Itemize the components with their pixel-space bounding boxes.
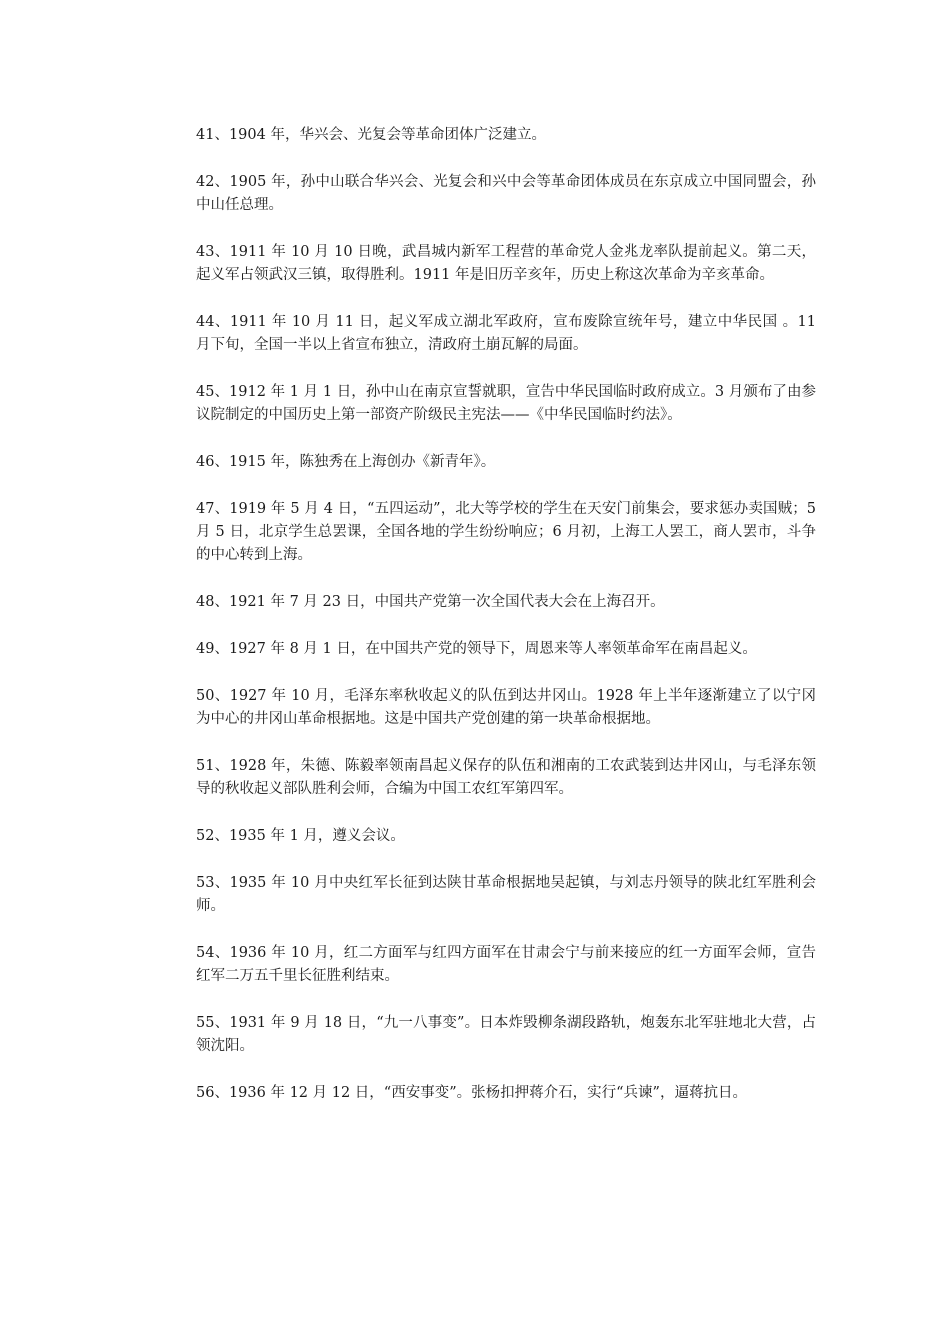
- document-page: [196, 124, 816, 1129]
- list-item: 56、1936 年 12 月 12 日，“西安事变”。张杨扣押蒋介石，实行“兵谏”，逼蒋抗日。: [196, 1085, 747, 1101]
- list-item: 41、1904 年，华兴会、光复会等革命团体广泛建立。: [196, 127, 546, 143]
- list-item: 47、1919 年 5 月 4 日，“五四运动”，北大等学校的学生在天安门前集会，要求惩办卖国贼；5 月 5 日，北京学生总罢课，全国各地的学生纷纷响应；6 月初，上海工人罢工，商人罢市，斗争的中心转到上海。: [196, 501, 816, 563]
- list-item: 42、1905 年，孙中山联合华兴会、光复会和兴中会等革命团体成员在东京成立中国同盟会，孙中山任总理。: [196, 174, 816, 213]
- list-item: 55、1931 年 9 月 18 日，“九一八事变”。日本炸毁柳条湖段路轨，炮轰东北军驻地北大营，占领沈阳。: [196, 1015, 816, 1054]
- list-item: 45、1912 年 1 月 1 日，孙中山在南京宣誓就职，宣告中华民国临时政府成立。3 月颁布了由参议院制定的中国历史上第一部资产阶级民主宪法——《中华民国临时约法》。: [196, 384, 816, 423]
- list-item: 43、1911 年 10 月 10 日晚，武昌城内新军工程营的革命党人金兆龙率队提前起义。第二天，起义军占领武汉三镇，取得胜利。1911 年是旧历辛亥年，历史上称这次革命为辛亥革命。: [196, 244, 816, 283]
- list-item: 44、1911 年 10 月 11 日，起义军成立湖北军政府，宣布废除宣统年号，建立中华民国 。11 月下旬，全国一半以上省宣布独立，清政府土崩瓦解的局面。: [196, 314, 816, 353]
- list-item: 51、1928 年，朱德、陈毅率领南昌起义保存的队伍和湘南的工农武装到达井冈山，与毛泽东领导的秋收起义部队胜利会师，合编为中国工农红军第四军。: [196, 758, 816, 797]
- list-item: 48、1921 年 7 月 23 日，中国共产党第一次全国代表大会在上海召开。: [196, 594, 665, 610]
- list-item: 50、1927 年 10 月，毛泽东率秋收起义的队伍到达井冈山。1928 年上半年逐渐建立了以宁冈为中心的井冈山革命根据地。这是中国共产党创建的第一块革命根据地。: [196, 688, 816, 727]
- list-item: 52、1935 年 1 月，遵义会议。: [196, 828, 405, 844]
- list-item: 53、1935 年 10 月中央红军长征到达陕甘革命根据地吴起镇，与刘志丹领导的陕北红军胜利会师。: [196, 875, 816, 914]
- list-item: 46、1915 年，陈独秀在上海创办《新青年》。: [196, 454, 496, 470]
- list-item: 54、1936 年 10 月，红二方面军与红四方面军在甘肃会宁与前来接应的红一方面军会师，宣告红军二万五千里长征胜利结束。: [196, 945, 816, 984]
- list-item: 49、1927 年 8 月 1 日，在中国共产党的领导下，周恩来等人率领革命军在南昌起义。: [196, 641, 757, 657]
